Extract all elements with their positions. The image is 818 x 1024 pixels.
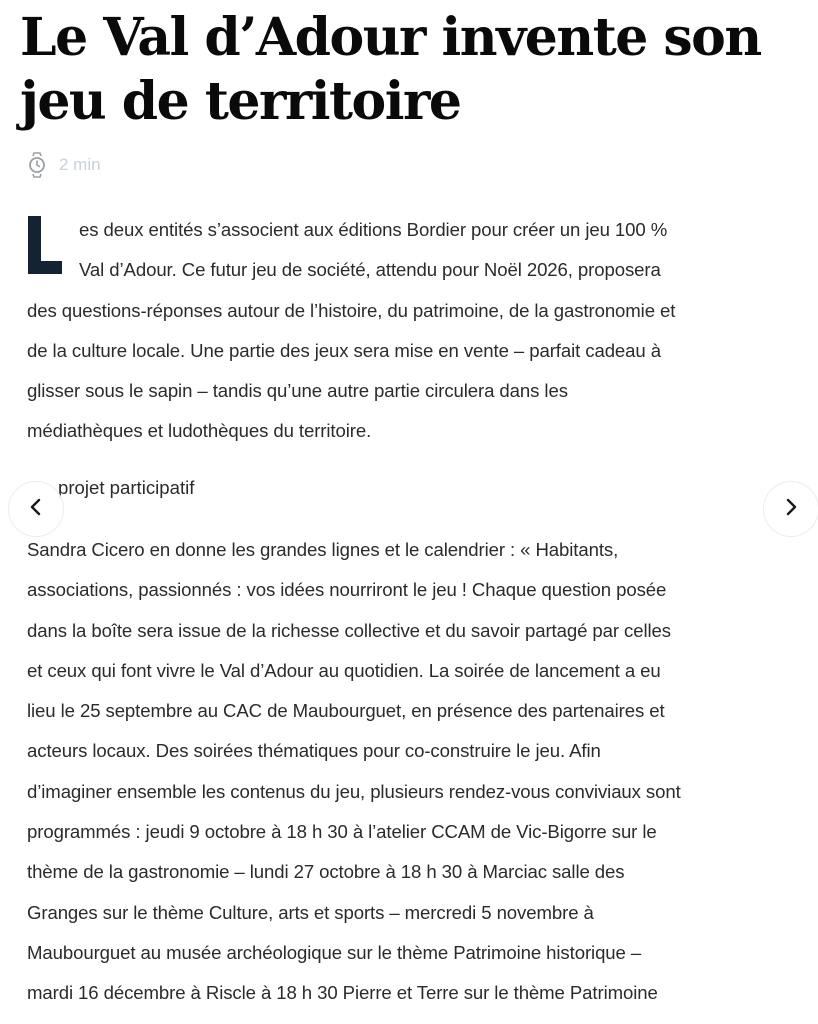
lead-line: glisser sous le sapin – tandis qu’une autre partie circulera dans les (27, 380, 568, 402)
read-time: 2 min (59, 155, 101, 174)
article-title: Le Val d’Adour invente son jeu de territoire (20, 7, 761, 132)
body-line: acteurs locaux. Des soirées thématiques pour co-construire le jeu. Afin (27, 740, 601, 762)
body-line: et ceux qui font vivre le Val d’Adour au quotidien. La soirée de lancement a eu (27, 659, 661, 681)
lead-line: des questions-réponses autour de l’histoire, du patrimoine, de la gastronomie et (27, 299, 676, 321)
body-line: Sandra Cicero en donne les grandes lignes et le calendrier : « Habitants, (27, 539, 619, 560)
body-line: lieu le 25 septembre au CAC de Maubourguet, en présence des partenaires et (27, 700, 665, 722)
body-line: mardi 16 décembre à Riscle à 18 h 30 Pierre et Terre sur le thème Patrimoine (27, 982, 658, 1004)
lead-paragraph (27, 210, 802, 452)
article-meta (27, 152, 101, 178)
watch-icon (27, 152, 47, 178)
lead-line: médiathèques et ludothèques du territoire. (27, 420, 372, 442)
lead-line: de la culture locale. Une partie des jeux sera mise en vente – parfait cadeau à (27, 339, 661, 361)
body-line: programmés : jeudi 9 octobre à 18 h 30 à l’atelier CCAM de Vic-Bigorre sur le (27, 821, 657, 843)
section-subheading: projet participatif (58, 477, 195, 498)
chevron-left-icon (28, 497, 44, 522)
body-line: Maubourguet au musée archéologique sur le thème Patrimoine historique – (27, 941, 642, 963)
chevron-right-icon (783, 497, 799, 522)
lead-line: es deux entités s’associent aux éditions Bordier pour créer un jeu 100 % (79, 219, 668, 240)
lead-line: Val d’Adour. Ce futur jeu de société, attendu pour Noël 2026, proposera (79, 259, 661, 281)
body-line: dans la boîte sera issue de la richesse collective et du savoir partagé par celles (27, 619, 671, 641)
previous-button[interactable] (8, 481, 64, 537)
body-line: d’imaginer ensemble les contenus du jeu, plusieurs rendez-vous conviviaux sont (27, 780, 681, 802)
body-line: Granges sur le thème Culture, arts et sports – mercredi 5 novembre à (27, 901, 594, 923)
body-paragraph (27, 530, 802, 1014)
body-line: associations, passionnés : vos idées nourriront le jeu ! Chaque question posée (27, 579, 667, 601)
next-button[interactable] (763, 481, 818, 537)
body-line: thème de la gastronomie – lundi 27 octobre à 18 h 30 à Marciac salle des (27, 861, 625, 883)
